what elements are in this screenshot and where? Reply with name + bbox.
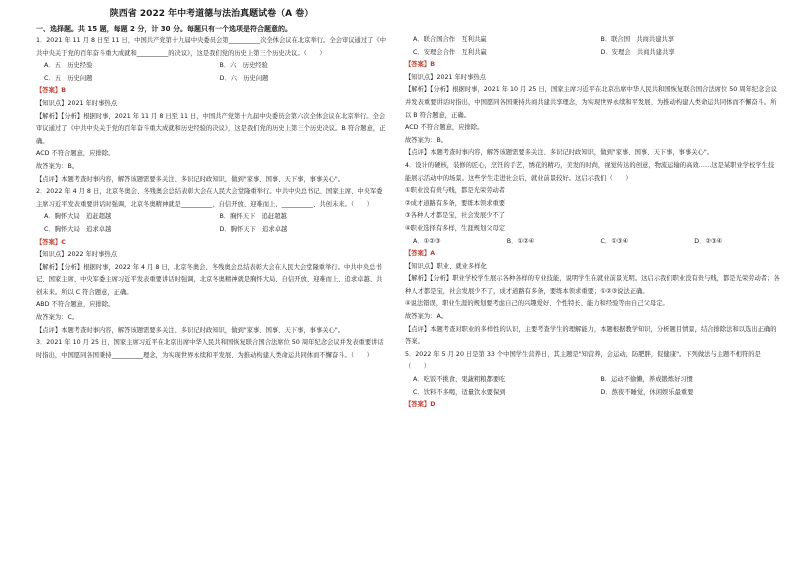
option-item: C．饮料不多喝，适量饮水要保到	[413, 388, 506, 396]
option-item: B．胸怀天下 追赶超越	[219, 213, 287, 221]
option-item: D．熬夜不睡觉，休闲娱乐最重要	[600, 388, 694, 396]
question-stem: 3．2021 年 10 月 25 日，国家主席习近平在北京出席中华人民共和国恢复联合国合法席位 50 周年纪念会议并发表重要讲话时指出，中国愿同各国秉持__________理念，为实现世界永续和平发展、为推动构建人类命运共同体而不懈奋斗。（ ）	[36, 339, 384, 359]
explanation-line: ④职业选择有多样，生涯规划父母定	[405, 224, 506, 232]
explanation-line: ②成才道路有多条，要练本领求重要	[405, 199, 506, 207]
option-item: A．吃饭不挑食，果蔬粗粮都要吃	[413, 376, 506, 384]
option-item: D．六 历史问题	[219, 74, 269, 82]
explanation-line: 【点评】本题考查时事内容，解答该题需要多关注、多识记时政知识，做到"家事、国事、天下事，事事关心"。	[405, 149, 714, 157]
option-row	[405, 374, 780, 387]
option-item: C．安理会合作 互利共赢	[413, 48, 487, 56]
option-row	[405, 236, 780, 249]
option-row	[36, 73, 387, 86]
explanation-line: 【点评】本题考查时事内容，解答该题需要多关注、多识记时政知识，做到"家事、国事、天下事，事事关心"。	[36, 326, 345, 334]
explanation-line: 【知识点】2021 年时事热点	[405, 73, 486, 81]
option-row	[36, 211, 387, 224]
explanation-line: 【点评】本题考查时事内容，解答该题需要多关注、多识记时政知识，做到"家事、国事、天下事，事事关心"。	[36, 175, 345, 183]
right-page	[397, 0, 794, 561]
option-item: D．②③④	[694, 237, 723, 245]
explanation-line: 【解析】【分析】职业学校学生展示各种各样的专业技能，说明学生在就业前景光明。这启示我们职业没有贵与贱，都是光荣劳动者；各种人才都是宝，社会发展少不了，成才道路有多条，要练本领求重要；①②③说法正确。	[405, 275, 780, 295]
explanation-line: 【解析】【分析】根据时事，2021 年 11 月 8 日至 11 日，中国共产党第十九届中央委员会第六次全体会议在北京举行。全会审议通过了《中共中央关于党的百年奋斗重大成就和历史经验的决议》，这是我们党的历史上第三个历史决议。B 符合题意，正确。	[36, 112, 386, 145]
answer-line: 【答案】A	[405, 250, 436, 258]
option-item: C．①③④	[600, 237, 629, 245]
question-stem: 1．2021 年 11 月 8 日至 11 日，中国共产党第十九届中央委员会第__________次全体会议在北京举行。全会审议通过了《中共中央关于党的百年奋斗重大成就和__________的决议》，这是我们党的历史上第三个历史决议。（ ）	[36, 37, 387, 57]
explanation-line: 故答案为：B。	[405, 136, 448, 144]
option-item: B．六 历史经验	[219, 62, 268, 70]
question-stem: 2．2022 年 4 月 8 日，北京冬奥会、冬残奥会总结表彰大会在人民大会堂隆重举行。中共中央总书记、国家主席、中央军委主席习近平发表重要讲话时强调，北京冬奥精神就是__________、自信开放、迎难而上、__________、共创未来。（ ）	[36, 188, 383, 208]
answer-line: 【答案】C	[36, 238, 66, 246]
option-item: B．运动不偷懒，养成锻炼好习惯	[600, 376, 693, 384]
option-item: A．胸怀大局 追赶超越	[44, 213, 112, 221]
explanation-line: ACD 不符合题意，应排除。	[36, 150, 115, 158]
page-title: 陕西省 2022 年中考道德与法治真题试卷（A 卷）	[109, 9, 314, 19]
option-item: D．胸怀天下 追求卓越	[219, 225, 288, 233]
answer-line: 【答案】D	[405, 401, 436, 409]
explanation-line: 【点评】本题考查对职业的多样性的认识，主要考查学生的理解能力，本题根据教学知识，分析题目情景，结合排除法和以选出正确的答案。	[405, 325, 777, 346]
option-row	[36, 60, 387, 73]
explanation-line: 【知识点】2021 年时事热点	[36, 99, 117, 107]
explanation-line: 故答案为：C。	[36, 314, 79, 322]
question-stem: 4．设计的硬核，装修的匠心，烹饪的手艺，绣花的精巧，美发的时尚，视觉传达的创意，物流运输的高效……这是某职业学校学生技能展示活动中的场景。这些学生走进社会后，就业前景较好。这启示我们（ ）	[405, 161, 775, 182]
option-item: B．①②④	[506, 237, 535, 245]
explanation-line: ③各种人才都是宝，社会发展少不了	[405, 212, 506, 220]
option-item: C．五 历史问题	[44, 74, 93, 82]
section-heading: 一、选择题。共 15 题，每题 2 分，计 30 分。每题只有一个选项是符合题意的。	[36, 25, 292, 33]
option-row	[405, 47, 780, 60]
explanation-line: ④说法错误，职业生涯的规划要考虑自己的兴趣爱好、个性特长、能力和经验等由自己父母定。	[405, 300, 669, 308]
option-row	[36, 224, 387, 237]
option-row	[405, 387, 780, 400]
explanation-line: 【知识点】2022 年时事热点	[36, 251, 117, 259]
option-item: A．五 历史经验	[44, 62, 93, 70]
option-item: B．联合国 共商共建共享	[600, 36, 675, 43]
option-item: C．胸怀大局 追求卓越	[44, 225, 112, 233]
answer-line: 【答案】B	[405, 61, 435, 69]
explanation-line: ①职业没有贵与贱，都是光荣劳动者	[405, 187, 506, 195]
right-page-body	[405, 34, 780, 412]
explanation-line: 【解析】【分析】根据时事，2022 年 4 月 8 日，北京冬奥会、冬残奥会总结表彰大会在人民大会堂隆重举行。中共中央总书记、国家主席、中央军委主席习近平发表重要讲话时强调，北京冬奥精神就是胸怀大局、自信开放、迎难而上、追求卓越、共创未来。所以 C 符合题意，正确。	[36, 263, 383, 296]
explanation-line: ACD 不符合题意，应排除。	[405, 124, 484, 132]
explanation-line: ABD 不符合题意，应排除。	[36, 301, 115, 309]
answer-line: 【答案】B	[36, 87, 66, 95]
option-item: D．安理会 共商共建共享	[600, 48, 675, 56]
explanation-line: 【知识点】职业、就业多样化	[405, 262, 487, 270]
left-page-body	[36, 35, 387, 362]
option-row	[405, 34, 780, 47]
option-item: A．联合国合作 互利共赢	[413, 36, 487, 43]
explanation-line: 故答案为：B。	[36, 162, 79, 170]
question-stem: 5．2022 年 5 月 20 日是第 33 个中国学生营养日，其主题是"知营养，会运动，防肥胖，促健康"。下列做法与主题不相符的是（ ）	[405, 350, 761, 371]
explanation-line: 【解析】【分析】根据时事，2021 年 10 月 25 日，国家主席习近平在北京出席中华人民共和国恢复联合国合法席位 50 周年纪念会议并发表重要讲话时指出，中国愿同各国秉持共商共建共享理念，为实现世界永续和平发展、为推动构建人类命运共同体而不懈奋斗。所以 B 符合题意，正确。	[405, 86, 778, 119]
option-item: A．①②③	[413, 237, 441, 245]
explanation-line: 故答案为：A。	[405, 313, 448, 321]
